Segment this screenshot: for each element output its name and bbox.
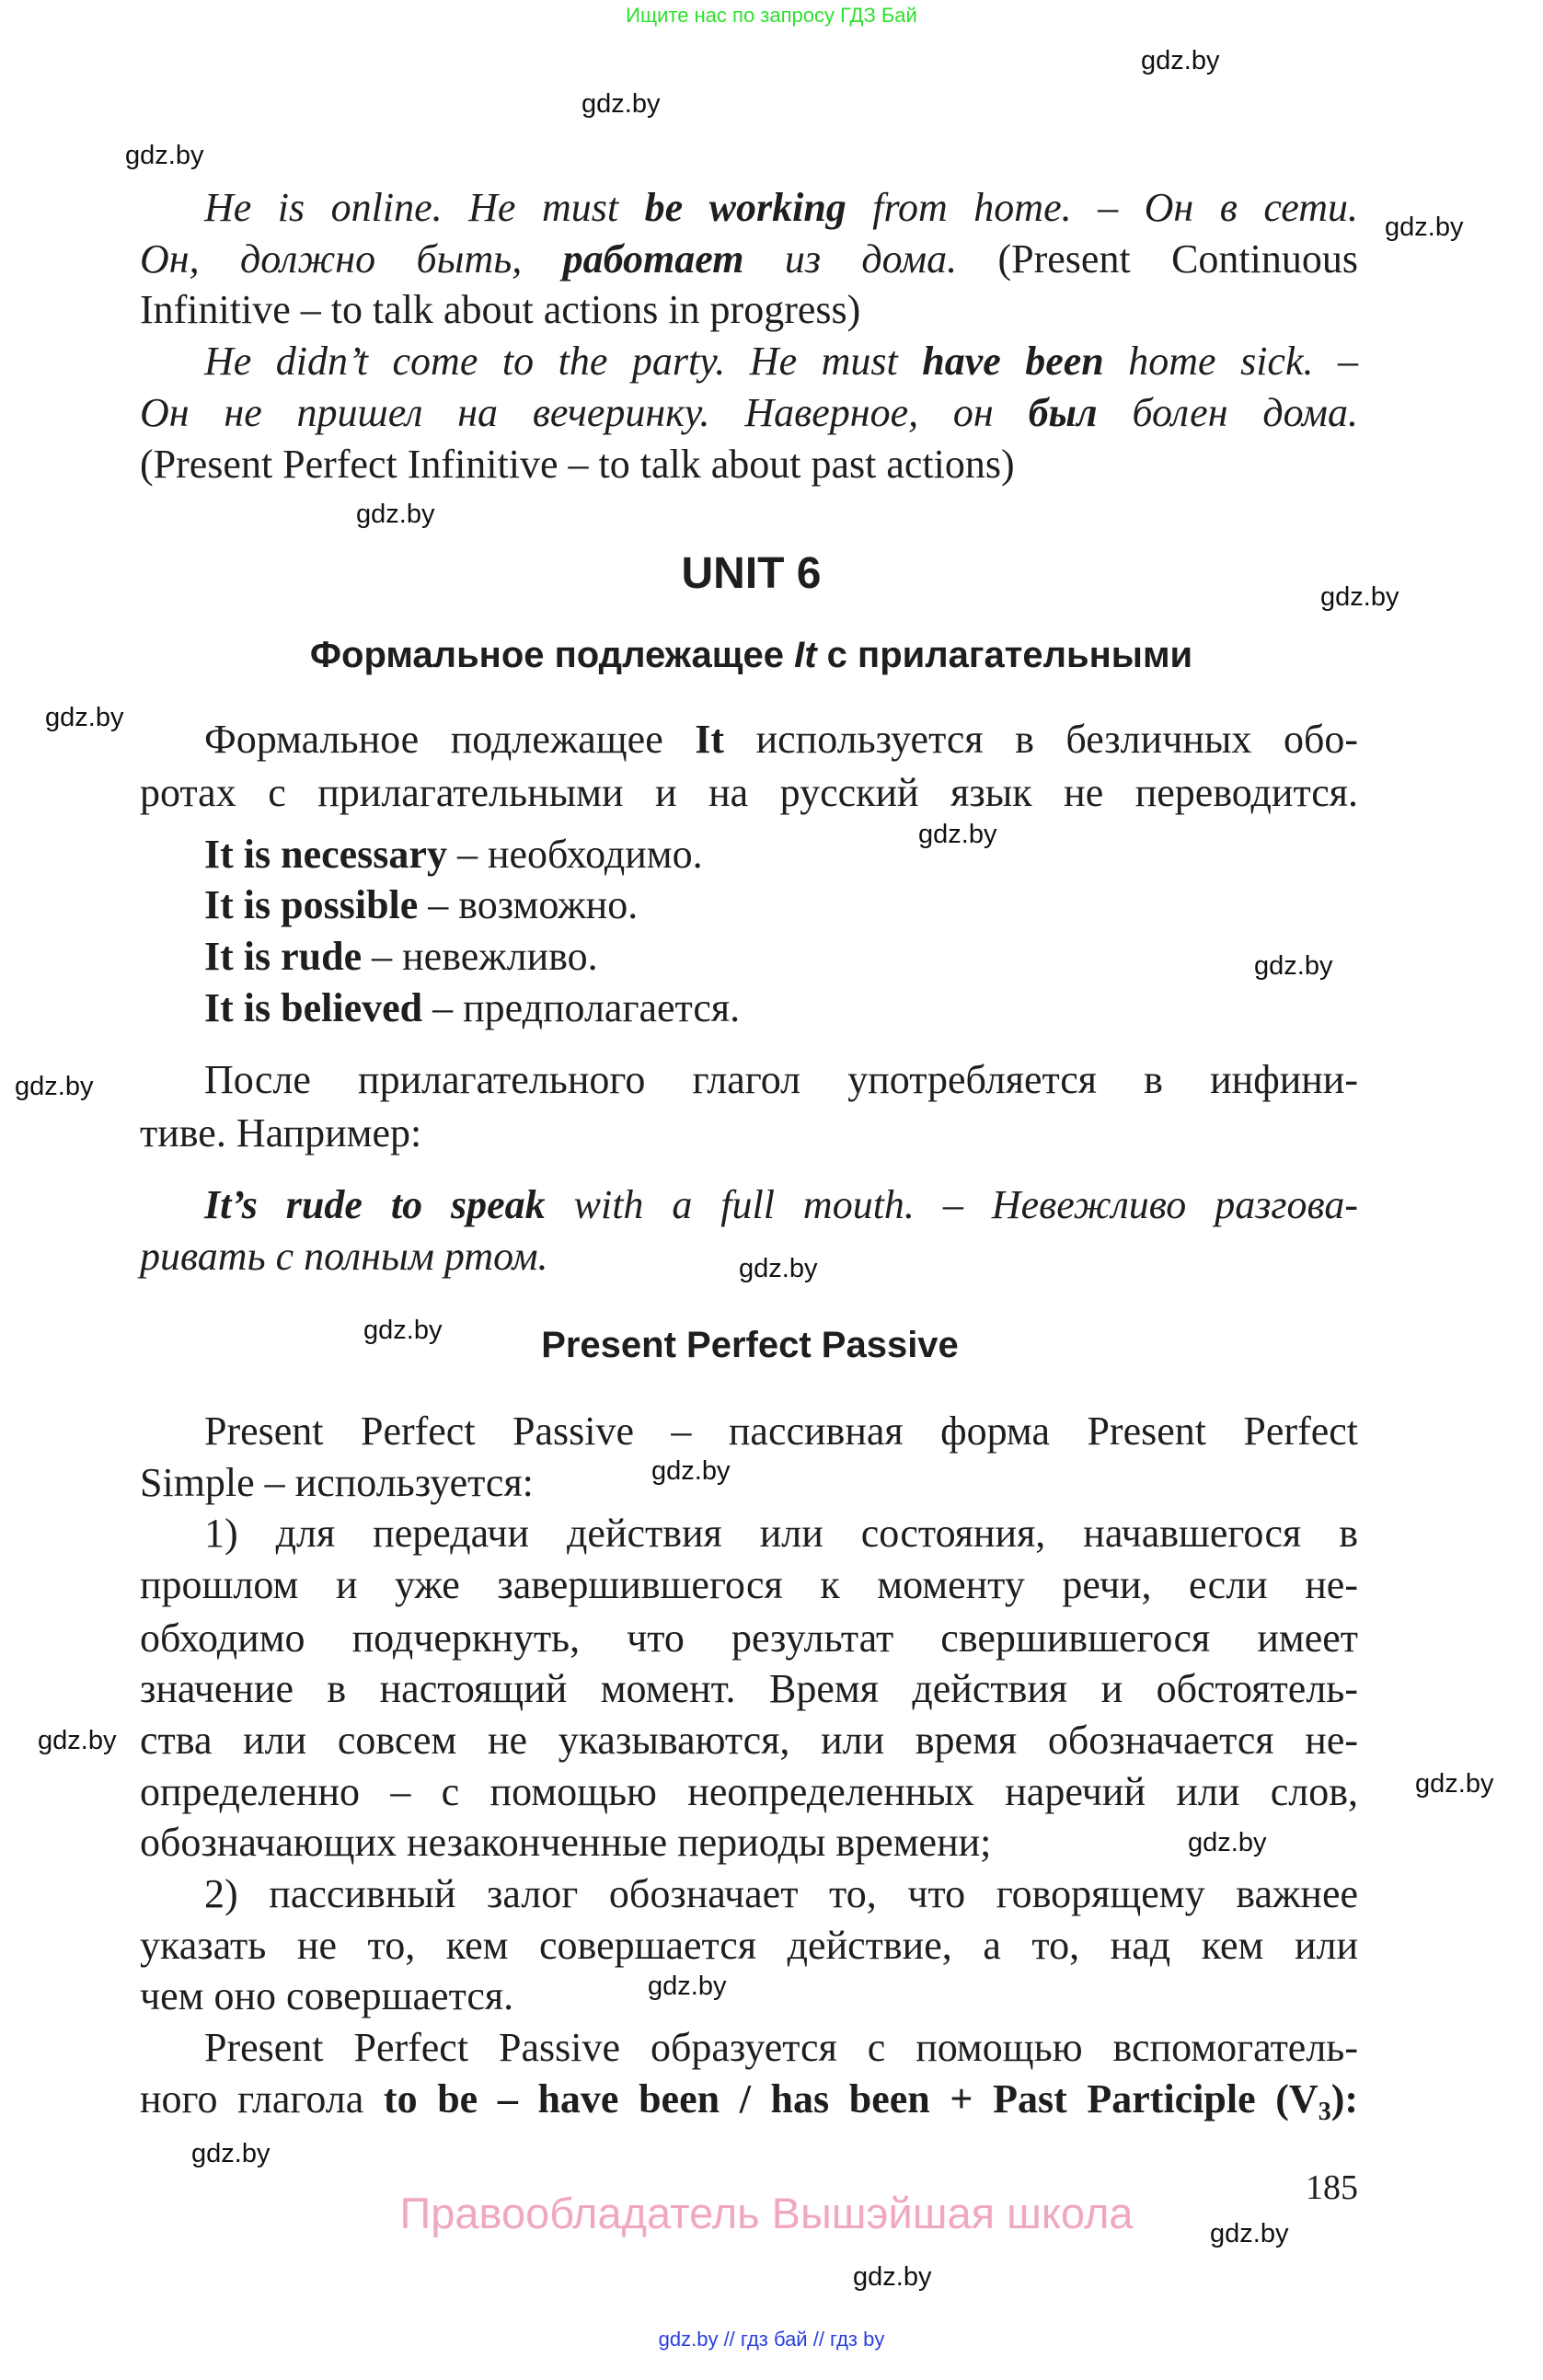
- text-line: [140, 1559, 1358, 1611]
- watermark: gdz.by: [853, 2262, 932, 2292]
- text-segment: Simple – используется:: [140, 1460, 534, 1505]
- text-line: [204, 983, 1358, 1034]
- text-segment: home sick. –: [1103, 339, 1358, 384]
- text-line: [140, 1817, 1358, 1868]
- copyright-notice: Правообладатель Вышэйшая школа: [399, 2189, 1134, 2237]
- text-segment: Present Perfect Passive образуется с помощью вспомогатель-: [204, 2025, 1358, 2070]
- text-segment: прошлом и уже завершившегося к моменту речи, если не-: [140, 1562, 1358, 1607]
- text-segment: – необходимо.: [446, 832, 703, 877]
- text-segment: – возможно.: [418, 882, 639, 927]
- text-line: [140, 1613, 1358, 1664]
- text-segment: Он, должно быть,: [140, 236, 563, 282]
- text-segment: He is online. He must: [204, 185, 645, 230]
- text-segment: был: [1028, 390, 1098, 435]
- text-segment: ротах с прилагательными и на русский язык не переводится.: [140, 770, 1358, 815]
- watermark: gdz.by: [1385, 213, 1464, 242]
- text-line: [204, 1179, 1358, 1231]
- watermark: gdz.by: [356, 500, 435, 529]
- watermark: gdz.by: [1141, 46, 1220, 75]
- section-heading-present-perfect-passive: Present Perfect Passive: [541, 1325, 959, 1365]
- text-line: [140, 2074, 1358, 2125]
- text-line: [140, 387, 1358, 439]
- watermark: gdz.by: [582, 89, 661, 119]
- text-segment: It is possible: [204, 882, 419, 927]
- text-line: [204, 1508, 1358, 1559]
- watermark: gdz.by: [648, 1972, 727, 2001]
- watermark: gdz.by: [1254, 951, 1333, 981]
- text-segment: to be – have been / has been + Past Participle (V: [383, 2076, 1318, 2121]
- heading-it: It: [794, 635, 817, 675]
- text-segment: It’s rude to speak: [204, 1182, 546, 1227]
- text-segment: значение в настоящий момент. Время действия и обстоятель-: [140, 1666, 1358, 1711]
- unit-heading: UNIT 6: [681, 549, 822, 598]
- text-line: [140, 1457, 1358, 1509]
- heading-text: с прилагательными: [816, 635, 1193, 675]
- text-segment: из дома.: [743, 236, 958, 282]
- text-line: [140, 234, 1358, 285]
- watermark: gdz.by: [125, 141, 204, 170]
- text-line: [204, 931, 1358, 983]
- watermark: gdz.by: [1188, 1828, 1267, 1857]
- text-line: [140, 1108, 1358, 1159]
- text-line: [204, 336, 1358, 387]
- page-number: 185: [1306, 2168, 1358, 2207]
- text-line: [204, 714, 1358, 765]
- text-segment: обозначающих незаконченные периоды времени;: [140, 1820, 992, 1865]
- text-segment: (Present Continuous: [957, 236, 1358, 282]
- watermark: gdz.by: [45, 703, 124, 732]
- text-segment: It: [695, 717, 725, 762]
- text-segment: Он не пришел на вечеринку. Наверное, он: [140, 390, 1029, 435]
- text-line: [140, 439, 1358, 490]
- text-segment: with a full mouth. – Невежливо разгова-: [545, 1182, 1358, 1227]
- watermark: gdz.by: [918, 820, 997, 849]
- text-line: [204, 829, 1358, 880]
- section-heading-formal-subject: [0, 635, 1503, 676]
- text-line: [204, 1868, 1358, 1920]
- watermark: gdz.by: [363, 1316, 443, 1345]
- text-segment: 3: [1318, 2098, 1331, 2126]
- text-segment: be working: [644, 185, 846, 230]
- text-line: [204, 1406, 1358, 1457]
- bottom-links[interactable]: gdz.by // гдз бай // гдз by: [658, 2328, 885, 2351]
- text-segment: болен дома.: [1097, 390, 1358, 435]
- text-segment: Infinitive – to talk about actions in progress): [140, 287, 861, 332]
- text-segment: определенно – с помощью неопределенных наречий или слов,: [140, 1769, 1358, 1814]
- text-line: [140, 1971, 1358, 2022]
- watermark: gdz.by: [38, 1726, 117, 1755]
- text-segment: используется в безличных обо-: [724, 717, 1358, 762]
- text-segment: работает: [562, 236, 744, 282]
- text-segment: 2) пассивный залог обозначает то, что говорящему важнее: [204, 1871, 1358, 1916]
- text-segment: from home. – Он в сети.: [846, 185, 1358, 230]
- watermark: gdz.by: [191, 2139, 271, 2168]
- watermark: gdz.by: [739, 1254, 818, 1283]
- text-segment: ства или совсем не указываются, или время обозначается не-: [140, 1718, 1358, 1763]
- text-segment: – невежливо.: [362, 934, 598, 979]
- text-segment: указать не то, кем совершается действие, а то, над кем или: [140, 1923, 1358, 1968]
- text-line: [140, 1663, 1358, 1715]
- text-line: [140, 1715, 1358, 1766]
- text-segment: Формальное подлежащее: [204, 717, 696, 762]
- text-segment: Present Perfect Passive – пассивная форма Present Perfect: [204, 1408, 1358, 1454]
- text-line: [140, 284, 1358, 336]
- text-line: [204, 2022, 1358, 2074]
- text-segment: ):: [1330, 2076, 1359, 2121]
- watermark: gdz.by: [1320, 582, 1399, 612]
- text-segment: тиве. Например:: [140, 1110, 422, 1156]
- text-segment: have been: [922, 339, 1104, 384]
- text-segment: обходимо подчеркнуть, что результат свершившегося имеет: [140, 1615, 1358, 1661]
- text-line: [140, 767, 1358, 819]
- text-segment: ного глагола: [140, 2076, 384, 2121]
- top-banner[interactable]: Ищите нас по запросу ГДЗ Бай: [626, 4, 917, 27]
- text-segment: чем оно совершается.: [140, 1973, 514, 2018]
- text-line: [204, 1054, 1358, 1106]
- watermark: gdz.by: [15, 1072, 94, 1101]
- text-segment: He didn’t come to the party. He must: [204, 339, 923, 384]
- text-segment: ривать с полным ртом.: [140, 1234, 548, 1279]
- text-segment: It is believed: [204, 985, 423, 1030]
- text-segment: После прилагательного глагол употребляется в инфини-: [204, 1057, 1358, 1102]
- text-line: [140, 1920, 1358, 1972]
- text-segment: – предполагается.: [422, 985, 741, 1030]
- text-line: [140, 1766, 1358, 1818]
- watermark: gdz.by: [651, 1456, 731, 1486]
- heading-text: Формальное подлежащее: [309, 635, 795, 675]
- watermark: gdz.by: [1210, 2219, 1289, 2248]
- text-segment: (Present Perfect Infinitive – to talk about past actions): [140, 442, 1015, 487]
- text-segment: It is necessary: [204, 832, 447, 877]
- text-segment: It is rude: [204, 934, 363, 979]
- text-line: [204, 880, 1358, 931]
- text-segment: 1) для передачи действия или состояния, начавшегося в: [204, 1511, 1358, 1556]
- watermark: gdz.by: [1415, 1769, 1494, 1799]
- text-line: [204, 182, 1358, 234]
